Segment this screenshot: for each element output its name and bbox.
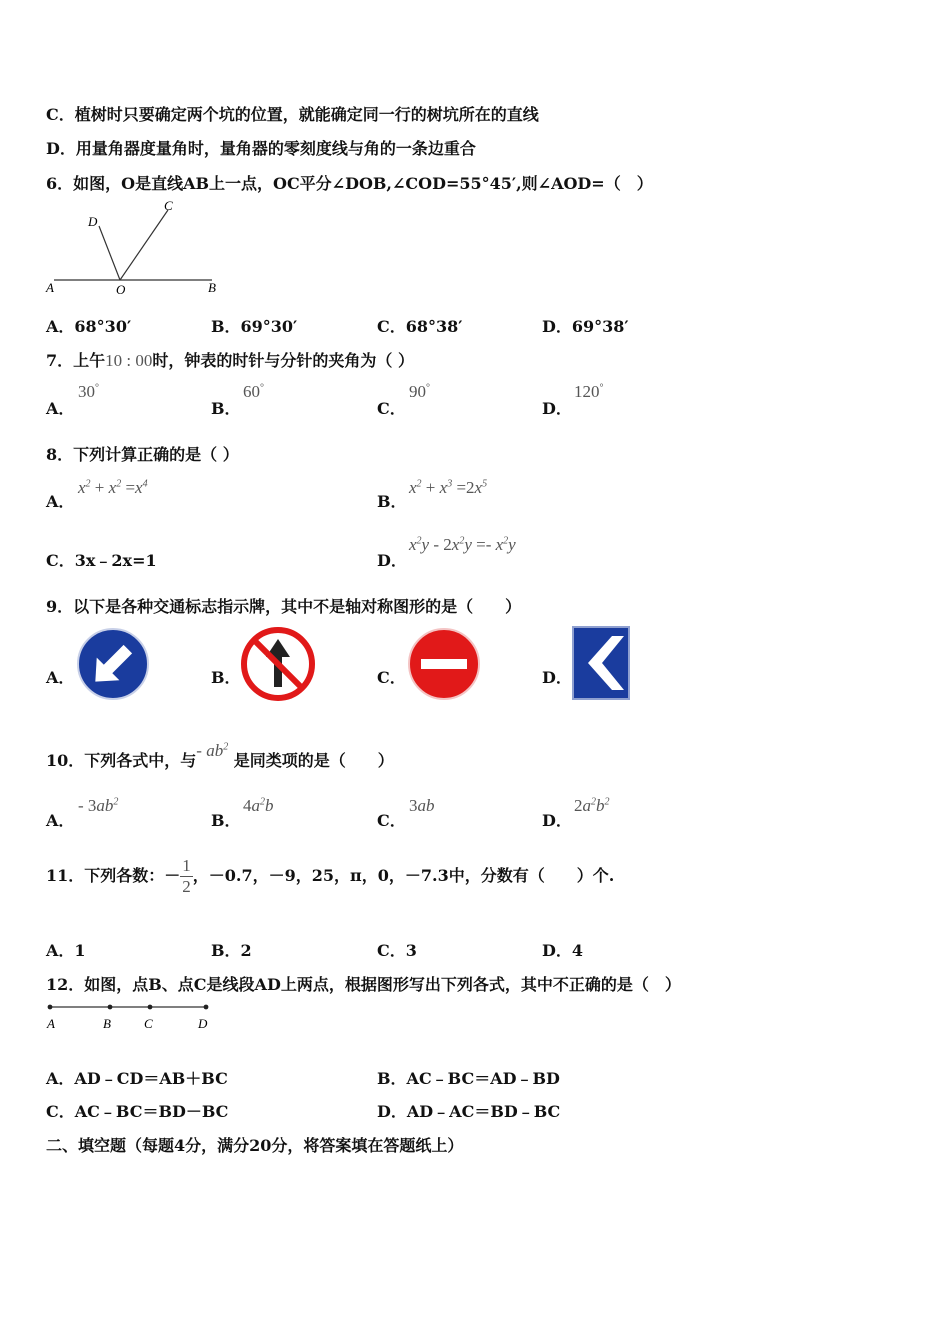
q7-value-d (574, 382, 604, 402)
q10-label-a: A． (46, 811, 75, 830)
q6-option-c: C．68°38′ (377, 317, 463, 336)
q7-stem-pre: 7．上午 (46, 351, 106, 370)
q7-value-a (78, 382, 99, 402)
q10-expr-b: $4a^2b$ (243, 796, 274, 815)
q11-stem-pre: 11．下列各数：－ (46, 866, 181, 885)
q6-option-d: D．69°38′ (542, 317, 629, 336)
q7-label-c: C． (377, 399, 406, 418)
ray-oc (120, 210, 168, 280)
ray-od (99, 226, 120, 280)
q8-expr-d: $x^2y - 2x^2y =- x^2y$ (409, 535, 516, 554)
label-c: C (144, 1016, 153, 1031)
q11-option-c: C．3 (377, 941, 417, 960)
q5-option-d: D．用量角器度量角时，量角器的零刻度线与角的一条边重合 (46, 139, 476, 158)
q5-option-c: C．植树时只要确定两个坑的位置，就能确定同一行的树坑所在的直线 (46, 105, 539, 124)
q9-stem: 9．以下是各种交通标志指示牌，其中不是轴对称图形的是（ ） (46, 597, 522, 616)
q10-stem (46, 741, 394, 771)
degree-sign: ° (95, 382, 99, 394)
q7-stem-post: 时，钟表的时针与分针的夹角为（ ） (152, 351, 414, 370)
q8-label-a: A． (46, 492, 75, 511)
fraction-numerator: 1 (182, 856, 191, 875)
q12-option-c: C．AC﹣BC＝BD－BC (46, 1102, 229, 1121)
q10-stem-post: 是同类项的是（ ） (233, 751, 394, 770)
q11-fraction (180, 856, 193, 897)
q11-stem-post: ，－0.7，－9，25，π，0，－7.3中，分数有（ ）个. (192, 866, 615, 885)
degree-sign: ° (426, 382, 430, 394)
q7-value-d-num: 120 (574, 382, 600, 401)
q11-option-d: D．4 (542, 941, 584, 960)
q9-label-a: A． (46, 668, 75, 687)
q8-label-b: B． (377, 492, 407, 511)
q10-label-c: C． (377, 811, 406, 830)
q10-expr-d: $2a^2b^2$ (574, 796, 610, 815)
q12-option-b: B．AC﹣BC＝AD﹣BD (377, 1069, 560, 1088)
q11-stem (46, 856, 614, 897)
point-c (148, 1005, 153, 1010)
degree-sign: ° (599, 382, 604, 394)
q7-value-c (409, 382, 430, 402)
arrow-down-left-sign-icon (76, 627, 150, 701)
q7-stem (46, 348, 414, 371)
q7-label-a: A． (46, 399, 75, 418)
q10-expr-a: - $3ab^2$ (78, 796, 119, 815)
q6-option-a: A．68°30′ (46, 317, 132, 336)
q10-expr-c: 3ab (409, 796, 435, 815)
q7-value-b-num: 60 (243, 382, 260, 401)
q8-stem: 8．下列计算正确的是（ ） (46, 445, 239, 464)
q7-time: 10 : 00 (105, 351, 153, 370)
label-a: A (46, 280, 54, 295)
q7-value-c-num: 90 (409, 382, 426, 401)
q12-option-a: A．AD﹣CD＝AB＋BC (46, 1069, 228, 1088)
q12-option-d: D．AD﹣AC＝BD﹣BC (377, 1102, 561, 1121)
q12-stem: 12．如图，点B、点C是线段AD上两点，根据图形写出下列各式，其中不正确的是（ ） (46, 975, 681, 994)
q8-expr-a: $x^2 + x^2 =x^4$ (78, 478, 148, 497)
label-b: B (103, 1016, 111, 1031)
degree-sign: ° (260, 382, 264, 394)
q7-label-d: D． (542, 399, 572, 418)
chevron-left-sign-icon (572, 626, 630, 700)
q6-angle-figure (40, 196, 240, 298)
no-straight-sign-icon (241, 627, 315, 701)
label-c: C (164, 198, 173, 213)
label-o: O (116, 282, 126, 297)
label-b: B (208, 280, 216, 295)
q7-label-b: B． (211, 399, 241, 418)
q10-label-d: D． (542, 811, 572, 830)
q11-option-a: A．1 (46, 941, 86, 960)
section-heading-fill-in: 二、填空题（每题4分，满分20分，将答案填在答题纸上） (46, 1136, 464, 1155)
label-d: D (88, 214, 98, 229)
point-b (108, 1005, 113, 1010)
q9-label-d: D． (542, 668, 572, 687)
q8-expr-b: $x^2 + x^3 =2x^5$ (409, 478, 488, 497)
q6-stem: 6．如图，O是直线AB上一点，OC平分∠DOB,∠COD=55°45′,则∠AOD=（ ） (46, 174, 653, 193)
q9-label-c: C． (377, 668, 406, 687)
fraction-denominator: 2 (182, 877, 191, 896)
label-a: A (47, 1016, 55, 1031)
q7-value-b (243, 382, 264, 402)
label-d: D (198, 1016, 208, 1031)
q10-label-b: B． (211, 811, 241, 830)
q8-label-d: D． (377, 551, 407, 570)
q12-segment-figure (40, 998, 220, 1036)
no-entry-sign-icon (407, 627, 481, 701)
q11-option-b: B．2 (211, 941, 252, 960)
point-a (48, 1005, 53, 1010)
q9-label-b: B． (211, 668, 241, 687)
q10-term: - $ab^2$ (196, 741, 229, 760)
point-d (204, 1005, 209, 1010)
q8-option-c: C．3x﹣2x=1 (46, 551, 157, 570)
q6-option-b: B．69°30′ (211, 317, 298, 336)
q7-value-a-num: 30 (78, 382, 95, 401)
q10-stem-pre: 10．下列各式中，与 (46, 751, 197, 770)
